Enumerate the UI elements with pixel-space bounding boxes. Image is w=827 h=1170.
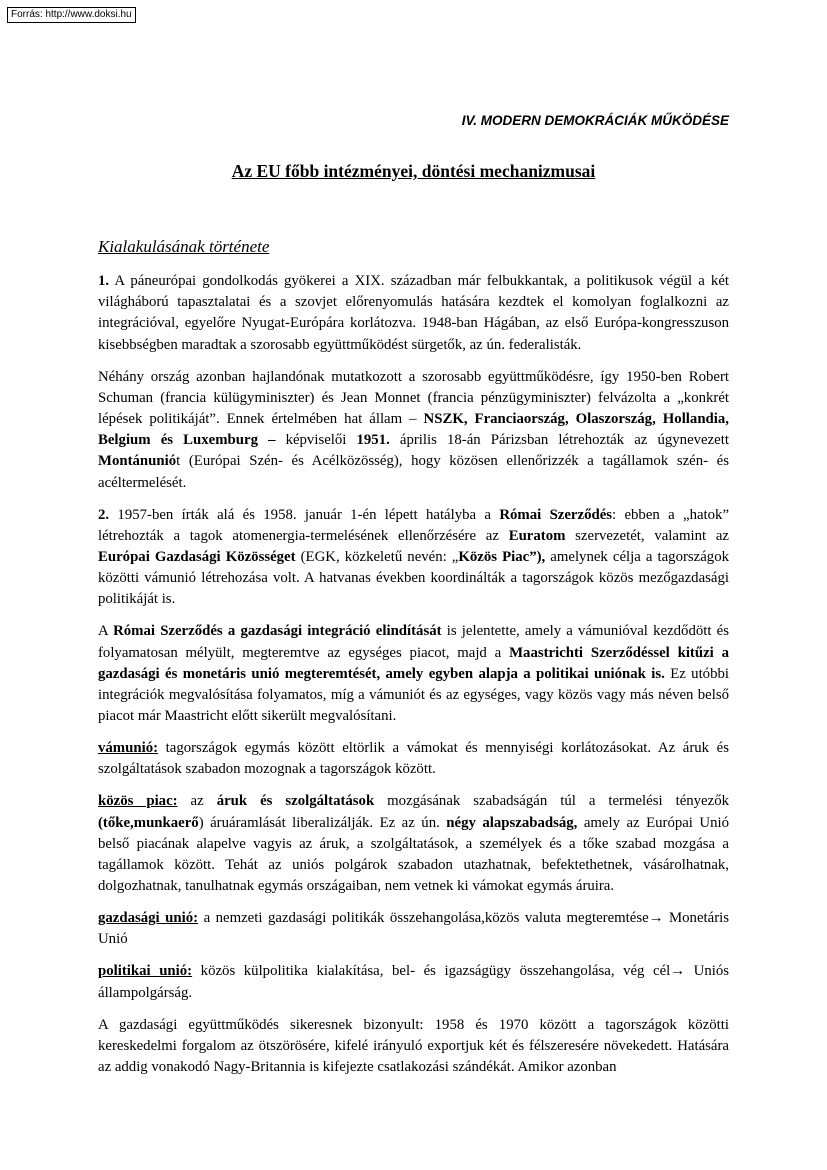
paragraph: [98, 1015, 729, 1079]
text-run: április 18-án Párizsban létrehozták az úgynevezett: [389, 432, 729, 449]
text-run: ) áruáramlását liberalizálják. Ez az ún.: [198, 814, 447, 831]
text-run: Maastrichti Szerződéssel kitűzi a gazdasági és monetáris unió megteremtését, amely egyben alapja a politikai uniónak is.: [98, 644, 729, 682]
text-run: 1.: [98, 273, 110, 289]
paragraph: [98, 621, 729, 727]
text-run: közös külpolitika kialakítása, bel- és igazságügy összehangolása, vég cél→ Uniós állampolgárság.: [98, 963, 729, 1001]
text-run: Ez utóbbi integrációk megvalósítása folyamatos, míg a vámuniót és az egységes, vagy közös vagy más néven belső piacot már Maastricht előtt sikerült megvalósítani.: [98, 665, 729, 725]
text-run: a nemzeti gazdasági politikák összehangolása,közös valuta megteremtése→ Monetáris Unió: [98, 910, 729, 948]
text-run: (tőke,munkaerő: [98, 814, 199, 831]
paragraph: [98, 961, 729, 1003]
section-heading: IV. MODERN DEMOKRÁCIÁK MŰKÖDÉSE: [461, 113, 729, 128]
text-run: amely az Európai Unió belső piacának alapelve vagyis az áruk, a szolgáltatások, a személyek és a tőke szabad mozgása a tagállamok között. Tehát az uniós polgárok szabadon utazhatnak, befektethetnek, vásárolhatnak, dolgozhatnak, tanulhatnak egymás országaiban, nem vetnek ki vámokat egymás áruira.: [98, 814, 729, 895]
paragraph: [98, 505, 729, 611]
text-run: 1957-ben írták alá és 1958. január 1-én lépett hatályba a: [109, 506, 500, 523]
text-run: Euratom: [508, 527, 566, 544]
text-run: Római Szerződés: [499, 506, 613, 523]
text-run: tagországok egymás között eltörlik a vámokat és mennyiségi korlátozásokat. Az áruk és szolgáltatások szabadon mozognak a tagországok között.: [98, 740, 729, 778]
text-run: mozgásának szabadságán túl a termelési tényezők: [374, 793, 729, 810]
text-run: A: [98, 623, 114, 640]
text-run: A páneurópai gondolkodás gyökerei a XIX. században már felbukkantak, a politikusok végül a két világháború tapasztalatai és a szovjet előrenyomulás hatására kezdtek el komolyan foglalkozni az integrációval, egyelőre Nyugat-Európára korlátozva. 1948-ban Hágában, az első Európa-kongresszuson kisebbségben maradtak a szorosabb együttműködést sürgetők, az ún. federalisták.: [98, 273, 729, 353]
term-label: politikai unió:: [98, 963, 193, 980]
text-run: Montánunió: [98, 453, 177, 470]
text-run: is jelentette, amely a vámunióval kezdődött és folyamatosan mélyült, megteremtve az egységes piacot, majd a: [98, 623, 729, 661]
paragraph: [98, 791, 729, 897]
term-label: vámunió:: [98, 740, 159, 757]
text-run: áruk és szolgáltatások: [216, 793, 375, 810]
text-run: t (Európai Szén- és Acélközösség), hogy közösen ellenőrizzék a tagállamok szén- és acéltermelését.: [98, 453, 729, 491]
text-run: szervezetét, valamint az: [565, 527, 730, 544]
paragraph: [98, 738, 729, 780]
text-run: Római Szerződés a gazdasági integráció elindítását: [113, 623, 442, 640]
paragraph: [98, 367, 729, 494]
paragraph: [98, 271, 729, 356]
text-run: : ebben a „hatok” létrehozták a tagok atomenergia-termelésének ellenőrzésére az: [98, 506, 730, 544]
document-body: [98, 271, 729, 1078]
text-run: (EGK, közkeletű nevén: „: [295, 549, 459, 566]
section-subtitle: Kialakulásának története: [98, 237, 270, 256]
text-run: 2.: [98, 506, 110, 523]
text-run: képviselői: [275, 432, 357, 449]
text-run: Néhány ország azonban hajlandónak mutatkozott a szorosabb együttműködésre, így 1950-ben Robert Schuman (francia külügyminiszter) és Jean Monnet (francia pénzügyminiszter) felvázolta a „konkrét lépések politikáját”. Ennek értelmében hat állam –: [98, 368, 729, 428]
term-label: gazdasági unió:: [98, 910, 199, 927]
source-label: Forrás: http://www.doksi.hu: [7, 7, 136, 23]
text-run: az: [177, 793, 217, 810]
text-run: NSZK, Franciaország, Olaszország, Hollandia, Belgium és Luxemburg –: [98, 411, 729, 449]
paragraph: [98, 908, 729, 950]
text-run: Európai Gazdasági Közösséget: [98, 549, 296, 566]
text-run: négy alapszabadság,: [446, 814, 578, 831]
text-run: A gazdasági együttműködés sikeresnek bizonyult: 1958 és 1970 között a tagországok közötti kereskedelmi forgalom az ötszörösére, kifelé irányuló exportjuk két és félszeresére növekedett. Hatására az addig vonakodó Nagy-Britannia is kifejezte csatlakozási szándékát. Amikor azonban: [98, 1016, 729, 1076]
text-run: amelynek célja a tagországok közötti vámunió létrehozása volt. A hatvanas években koordinálták a tagországok közös mezőgazdasági politikáját is.: [98, 549, 729, 608]
text-run: Közös Piac”),: [458, 549, 546, 566]
term-label: közös piac:: [98, 793, 178, 810]
document-title: Az EU főbb intézményei, döntési mechanizmusai: [231, 161, 596, 181]
text-run: 1951.: [356, 432, 390, 449]
